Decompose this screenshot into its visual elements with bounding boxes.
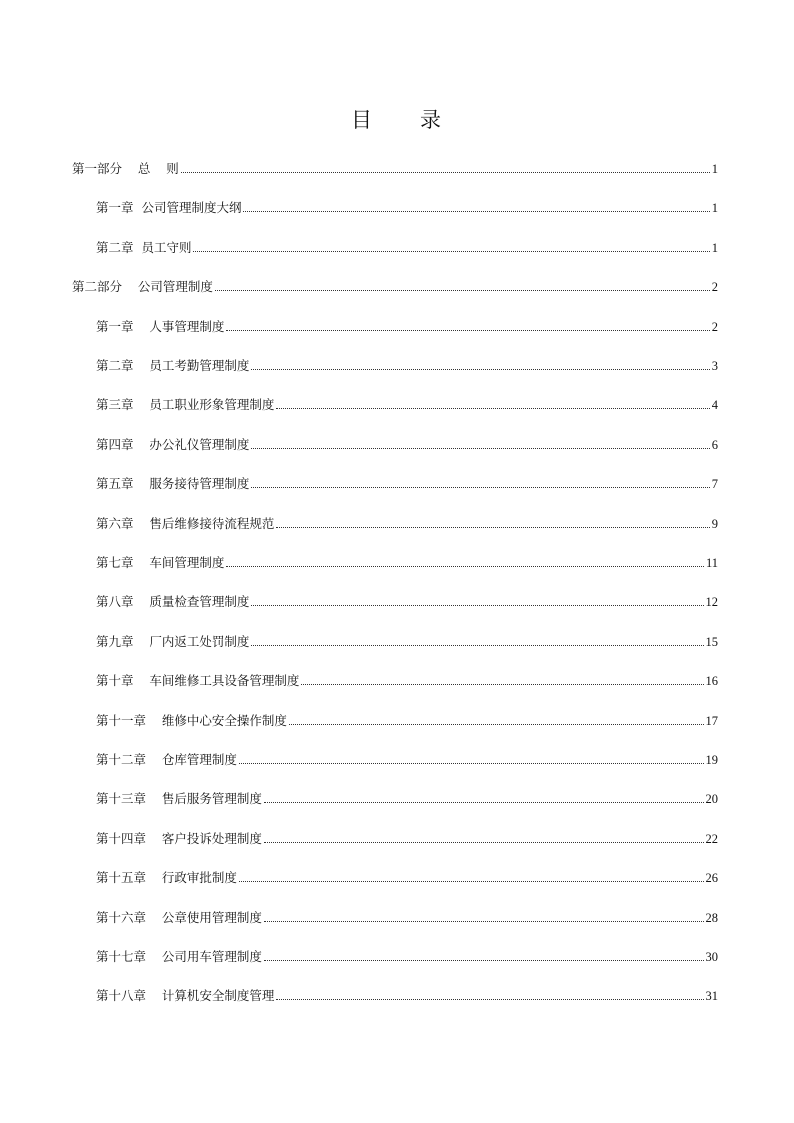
toc-entry-page-number: 2 <box>711 280 718 294</box>
toc-entry-label: 第五章 服务接待管理制度 <box>96 476 250 491</box>
toc-entry[interactable] <box>72 279 718 295</box>
toc-entry-label: 第九章 厂内返工处罚制度 <box>96 634 250 649</box>
toc-leader-dots <box>181 172 710 173</box>
toc-entry[interactable] <box>96 831 718 847</box>
toc-title-char-1: 目 <box>351 108 374 132</box>
toc-entry-label: 第三章 员工职业形象管理制度 <box>96 397 275 412</box>
toc-entry-page-number: 22 <box>705 832 718 846</box>
toc-entry-page-number: 2 <box>711 320 718 334</box>
toc-entry-page-number: 1 <box>711 201 718 215</box>
toc-leader-dots <box>239 881 704 882</box>
toc-entry-page-number: 3 <box>711 359 718 373</box>
toc-entry-page-number: 30 <box>705 950 718 964</box>
toc-entry-page-number: 20 <box>705 792 718 806</box>
toc-title-char-2: 录 <box>420 108 443 132</box>
toc-entry-label: 第二部分 公司管理制度 <box>72 279 213 294</box>
toc-entry-label: 第十八章 计算机安全制度管理 <box>96 988 275 1003</box>
toc-entry[interactable] <box>96 988 718 1004</box>
toc-leader-dots <box>264 842 704 843</box>
toc-entry-label: 第一章 公司管理制度大纲 <box>96 200 242 215</box>
toc-entry-label: 第十七章 公司用车管理制度 <box>96 949 262 964</box>
toc-entry[interactable] <box>96 476 718 492</box>
toc-entry-label: 第二章 员工考勤管理制度 <box>96 358 250 373</box>
toc-leader-dots <box>289 724 704 725</box>
toc-leader-dots <box>251 448 709 449</box>
toc-entry[interactable] <box>96 358 718 374</box>
toc-entry-label: 第十二章 仓库管理制度 <box>96 752 237 767</box>
toc-entry[interactable] <box>96 555 718 571</box>
toc-leader-dots <box>251 645 703 646</box>
toc-entry-label: 第十六章 公章使用管理制度 <box>96 910 262 925</box>
toc-entry-page-number: 16 <box>705 674 718 688</box>
toc-entry-page-number: 15 <box>705 635 718 649</box>
toc-entry-label: 第六章 售后维修接待流程规范 <box>96 516 275 531</box>
toc-entry-page-number: 6 <box>711 438 718 452</box>
toc-entry[interactable] <box>96 949 718 965</box>
toc-leader-dots <box>226 330 709 331</box>
toc-entry-page-number: 4 <box>711 398 718 412</box>
toc-entry-label: 第十五章 行政审批制度 <box>96 870 237 885</box>
toc-leader-dots <box>264 921 704 922</box>
toc-entry[interactable] <box>96 437 718 453</box>
toc-entry[interactable] <box>96 319 718 335</box>
toc-entry[interactable] <box>96 673 718 689</box>
toc-entry[interactable] <box>96 397 718 413</box>
toc-leader-dots <box>193 251 709 252</box>
toc-leader-dots <box>276 999 703 1000</box>
toc-leader-dots <box>251 605 703 606</box>
toc-leader-dots <box>243 211 709 212</box>
toc-leader-dots <box>264 802 704 803</box>
toc-entry[interactable] <box>96 200 718 216</box>
toc-entry-label: 第十章 车间维修工具设备管理制度 <box>96 673 300 688</box>
toc-leader-dots <box>276 408 709 409</box>
toc-entry-page-number: 12 <box>705 595 718 609</box>
toc-entry[interactable] <box>96 594 718 610</box>
toc-entry-page-number: 1 <box>711 162 718 176</box>
toc-leader-dots <box>226 566 704 567</box>
toc-title <box>0 104 794 134</box>
toc-entry-page-number: 17 <box>705 714 718 728</box>
toc-entry-page-number: 19 <box>705 753 718 767</box>
toc-entry[interactable] <box>96 516 718 532</box>
toc-entry[interactable] <box>96 713 718 729</box>
toc-entry-page-number: 11 <box>705 556 718 570</box>
toc-entry[interactable] <box>96 634 718 650</box>
toc-entry[interactable] <box>96 752 718 768</box>
toc-entry-page-number: 31 <box>705 989 718 1003</box>
toc-entry-label: 第四章 办公礼仪管理制度 <box>96 437 250 452</box>
toc-leader-dots <box>239 763 704 764</box>
toc-entry-page-number: 9 <box>711 517 718 531</box>
toc-entry-label: 第十一章 维修中心安全操作制度 <box>96 713 287 728</box>
toc-entry-label: 第十三章 售后服务管理制度 <box>96 791 262 806</box>
toc-entry[interactable] <box>96 240 718 256</box>
toc-leader-dots <box>264 960 704 961</box>
toc-entry-label: 第一章 人事管理制度 <box>96 319 225 334</box>
toc-entry-page-number: 26 <box>705 871 718 885</box>
toc-leader-dots <box>215 290 710 291</box>
toc-entry[interactable] <box>72 161 718 177</box>
toc-entry-label: 第七章 车间管理制度 <box>96 555 225 570</box>
toc-entry[interactable] <box>96 910 718 926</box>
toc-entry-label: 第一部分 总 则 <box>72 161 179 176</box>
toc-entry-label: 第二章 员工守则 <box>96 240 192 255</box>
toc-entry-label: 第八章 质量检查管理制度 <box>96 594 250 609</box>
toc-entry[interactable] <box>96 791 718 807</box>
toc-leader-dots <box>276 527 709 528</box>
toc-leader-dots <box>251 369 709 370</box>
toc-entry-page-number: 7 <box>711 477 718 491</box>
toc-leader-dots <box>251 487 709 488</box>
toc-entry[interactable] <box>96 870 718 886</box>
toc-entry-page-number: 1 <box>711 241 718 255</box>
toc-entry-label: 第十四章 客户投诉处理制度 <box>96 831 262 846</box>
toc-entry-page-number: 28 <box>705 911 718 925</box>
toc-leader-dots <box>301 684 703 685</box>
